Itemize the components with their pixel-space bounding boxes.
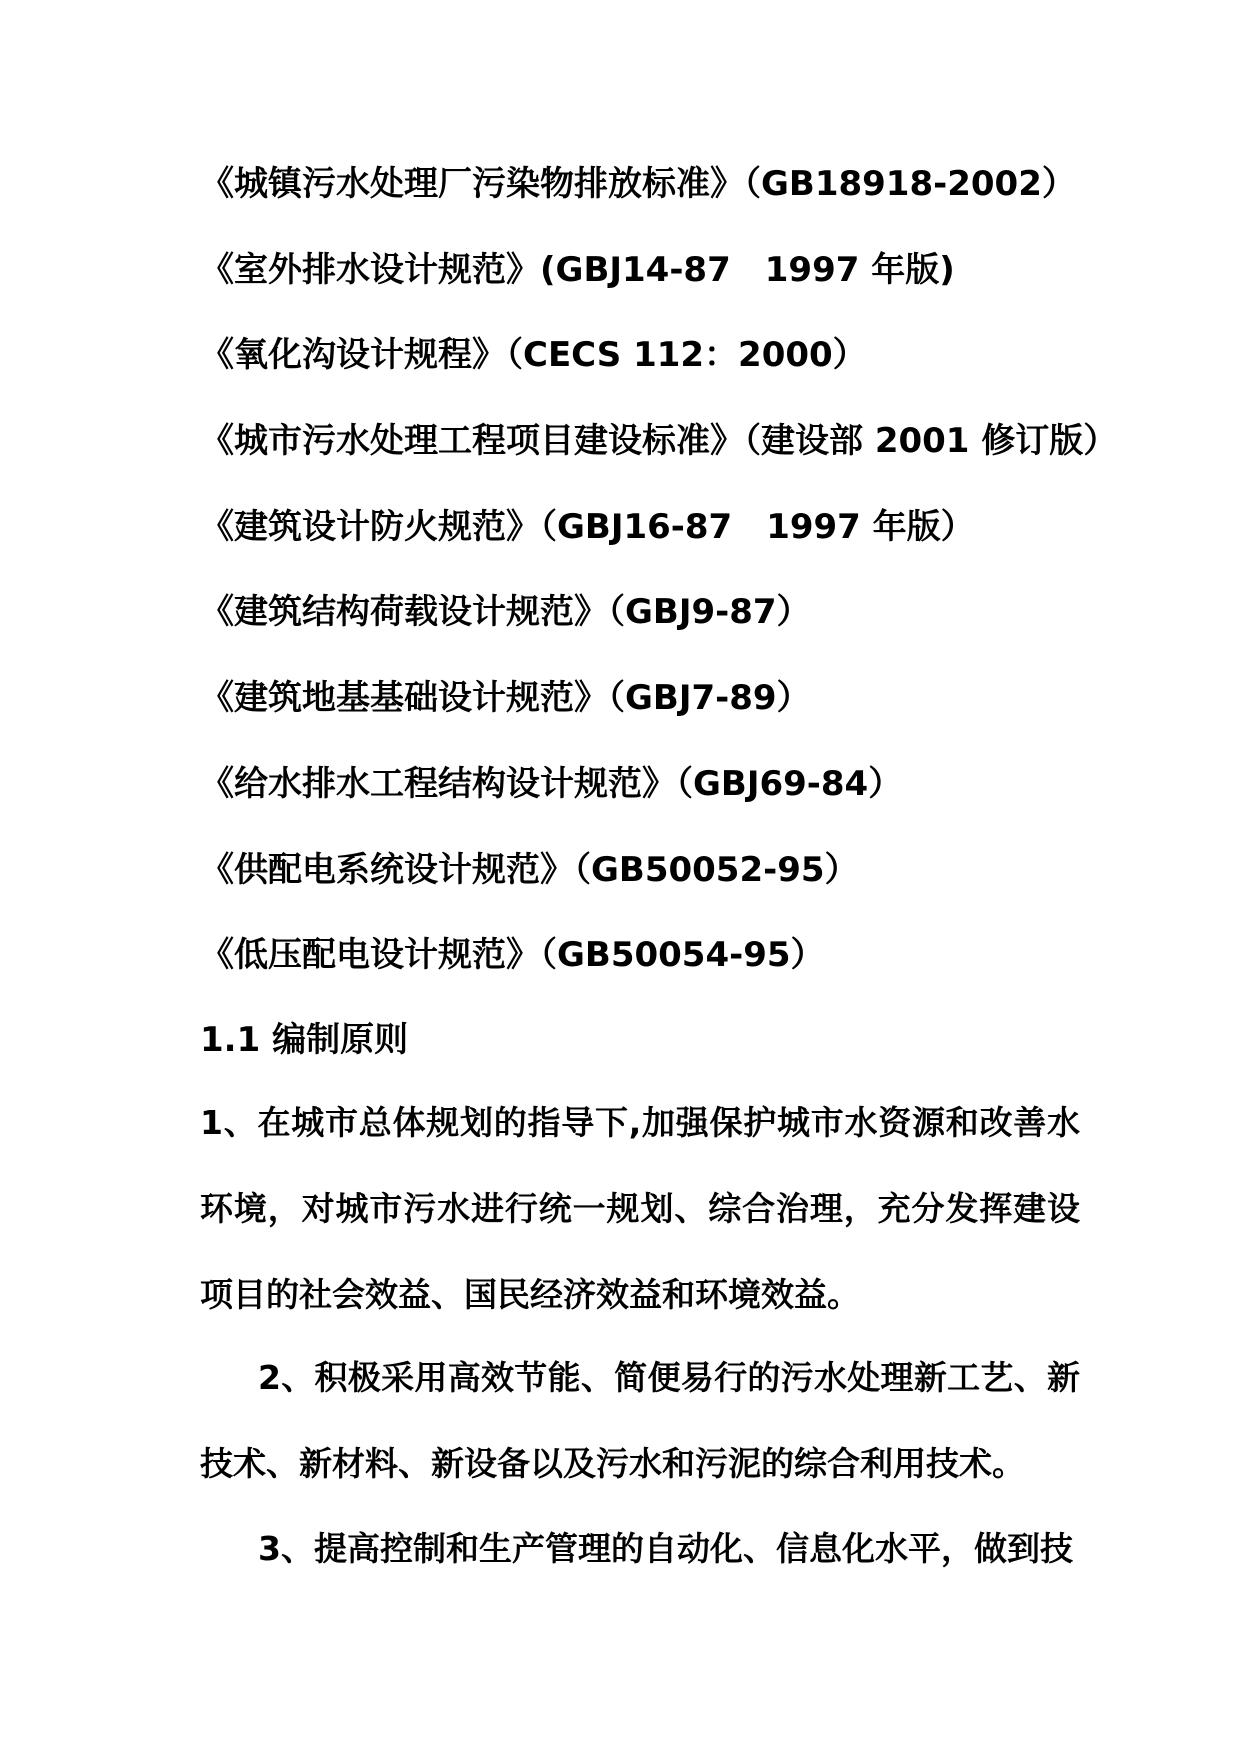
standard-item: 《供配电系统设计规范》（GB50052-95）	[200, 850, 859, 890]
section-heading: 1.1 编制原则	[200, 1020, 409, 1060]
standard-item: 《给水排水工程结构设计规范》（GBJ69-84）	[200, 764, 903, 804]
standard-item: 《城市污水处理工程项目建设标准》（建设部 2001 修订版）	[200, 421, 1118, 461]
standard-item: 《低压配电设计规范》（GB50054-95）	[200, 935, 825, 975]
standard-item: 《室外排水设计规范》(GBJ14-87 1997 年版)	[200, 250, 955, 290]
standard-item: 《建筑结构荷载设计规范》（GBJ9-87）	[200, 592, 811, 632]
principle-paragraph-1: 1、在城市总体规划的指导下,加强保护城市水资源和改善水环境，对城市污水进行统一规划、综合治理，充分发挥建设项目的社会效益、国民经济效益和环境效益。	[200, 1103, 1080, 1314]
standard-item: 《建筑设计防火规范》（GBJ16-87 1997 年版）	[200, 507, 975, 547]
standard-item: 《建筑地基基础设计规范》（GBJ7-89）	[200, 678, 811, 718]
principle-paragraph-2: 2、积极采用高效节能、简便易行的污水处理新工艺、新技术、新材料、新设备以及污水和污泥的综合利用技术。	[200, 1358, 1080, 1483]
principle-paragraph-3: 3、提高控制和生产管理的自动化、信息化水平，做到技	[258, 1529, 1073, 1568]
standard-item: 《城镇污水处理厂污染物排放标准》（GB18918-2002）	[200, 164, 1076, 204]
standard-item: 《氧化沟设计规程》（CECS 112：2000）	[200, 335, 867, 375]
